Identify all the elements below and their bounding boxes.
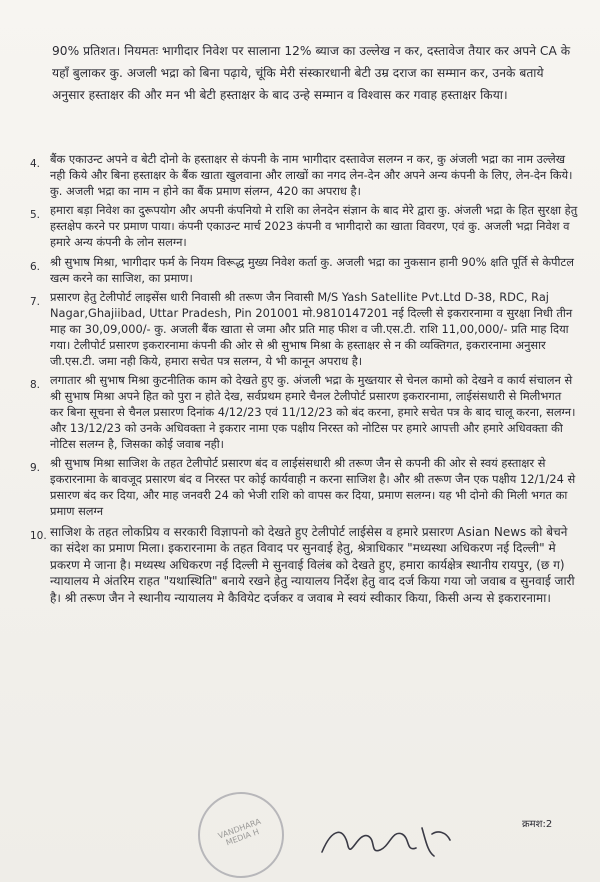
page-footer	[0, 788, 600, 882]
item-number: 9.	[30, 462, 41, 475]
item-text: प्रसारण हेतु टेलीपोर्ट लाइसेंस धारी निवासी श्री तरूण जैन निवासी M/S Yash Satellite Pvt.Ltd D-38, RDC, Raj Nagar,Ghajiibad, Uttar Pradesh, Pin 201001 मो.9810147201 नई दिल्ली से इकरारनामा व सुरक्षा निधी तीन माह का 30,09,000/- कु. अजली बैंक खाता से जमा और प्रति माह फीश व जी.एस.टी. राशि 11,00,000/- प्रति माह दिया गया। टेलीपोर्ट प्रसारण इकरारनामा कंपनी की ओर से श्री सुभाष मिश्रा के हस्ताक्षर से न की व्यक्तिगत, इकरारनामा अनुसार जी.एस.टी. जमा नही किये, हमारा सचेत पत्र सलग्न, ये भी कानून अपराध है।	[50, 290, 573, 368]
item-text: श्री सुभाष मिश्रा, भागीदार फर्म के नियम विरूद्ध मुख्य निवेश कर्ता कु. अजली भद्रा का नुकसान हानी 90% क्षति पूर्ति से केपीटल खत्म करने का साजिश, का प्रमाण।	[50, 254, 574, 285]
numbered-list	[30, 152, 578, 610]
page-continuation-mark: क्रमश:2	[522, 819, 553, 830]
list-item	[30, 456, 578, 519]
intro-paragraph: 90% प्रतिशत। नियमतः भागीदार निवेश पर सालाना 12% ब्याज का उल्लेख न कर, दस्तावेज तैयार कर अपने CA के यहाँ बुलाकर कु. अजली भद्रा को बिना पढ़ाये, चूंकि मेरी संस्कारधानी बेटी उम्र दराज का सम्मान कर, उनके बताये अनुसार हस्ताक्षर की और मन भी बेटी हस्ताक्षर के बाद उन्हे सम्मान व विश्वास कर गवाह हस्ताक्षर किया।	[52, 44, 571, 102]
item-number: 4.	[30, 158, 41, 170]
item-text: साजिश के तहत लोकप्रिय व सरकारी विज्ञापनो को देखते हुए टेलीपोर्ट लाईसेस व हमारे प्रसारण Asian News को बेचने का संदेश का प्रमाण मिला। इकरारनामा के तहत विवाद पर सुनवाई हेतु, श्रेत्राधिकार "मध्यस्था अधिकरण नई दिल्ली" मे प्रकरण मे जाना है। मध्यस्थ अधिकरण नई दिल्ली मे सुनवाई विलंब को देखते हुए, हमारा कार्यक्षेत्र स्थानीय रायपुर, (छ ग) न्यायालय मे अंतरिम राहत "यथास्थिति" बनाये रखने हेतु न्यायालय निर्देश हेतु वाद दर्ज किया गया जो जवाब व सुनवाई जारी है। श्री तरूण जैन ने स्थानीय न्यायालय मे कैवियेट दर्जकर व जवाब मे स्वयं स्वीकार किया, किसी अन्य से इकरारनामा।	[50, 524, 575, 605]
item-number: 5.	[30, 209, 41, 222]
list-item	[30, 152, 578, 199]
list-item	[30, 290, 578, 369]
item-number: 7.	[30, 296, 41, 309]
list-item	[30, 373, 578, 452]
item-text: हमारा बड़ा निवेश का दुरूपयोग और अपनी कंपनियो मे राशि का लेनदेन संज्ञान के बाद मेरे द्वारा कु. अंजली भद्रा के हित सुरक्षा हेतु हस्तक्षेप करने पर प्रमाण पाया। कंपनी एकाउन्ट मार्च 2023 कंपनी व भागीदारो का खाता विवरण, एवं कु. अजली भद्रा निवेश व हमारे अन्य कंपनी के लोन सलग्न।	[50, 203, 578, 249]
list-item	[30, 255, 578, 287]
item-number: 8.	[30, 379, 41, 392]
stamp-text: VANDHARA MEDIA H	[216, 816, 263, 848]
item-text: श्री सुभाष मिश्रा साजिश के तहत टेलीपोर्ट प्रसारण बंद व लाईसंसधारी श्री तरूण जैन से कपनी की ओर से स्वयं हस्ताक्षर से इकरारनामा के बावजूद प्रसारण बंद व निरस्त पर कोई कार्यवाही न करना साजिश है। और श्री तरूण जैन एक पक्षीय 12/1/24 से प्रसारण बंद कर दिया, और माह जनवरी 24 को भेजी राशि को वापस कर दिया, प्रमाण सलग्न। यह भी दोनो की मिली भगत का प्रमाण सलग्न	[50, 456, 576, 518]
signature-icon	[318, 812, 458, 868]
company-stamp	[198, 792, 284, 878]
item-number: 6.	[30, 260, 41, 273]
list-item	[30, 203, 578, 250]
list-item	[30, 524, 578, 607]
item-text: बैंक एकाउन्ट अपने व बेटी दोनो के हस्ताक्षर से कंपनी के नाम भागीदार दस्तावेज सलग्न न कर, कु अंजली भद्रा का नाम उल्लेख नही किये और बिना हस्ताक्षर के बैंक खाता खुलवाना और लाखों का नगद लेन-देन और अपने अन्य कंपनी के लिए, लेन-देन किये। कु. अजली भद्रा का नाम न होने का बैंक प्रमाण संलग्न, 420 का अपराध है।	[50, 152, 573, 198]
item-text: लगातार श्री सुभाष मिश्रा कुटनीतिक काम को देखते हुए कु. अंजली भद्रा के मुख्तयार से चेनल कामो को देखने व कार्य संचालन से श्री सुभाष मिश्रा अपने हित को पुरा न होते देख, सर्वप्रथम हमारे चैनल टेलीपोर्ट प्रसारण इकरारनामा, लाईसंसधारी से मिलीभगत कर बिना सूचना से चैनल प्रसारण दिनांक 4/12/23 एवं 11/12/23 को बंद करना, हमारे सचेत पत्र के बाद चालू करना, सलग्न। और 13/12/23 को उनके अधिवक्ता ने इकरार नामा एक पक्षीय निरस्त को नोटिस पर हमारे आपत्ती और हमारे अधिवक्ता की नोटिस सलग्न है, जिसका कोई जवाब नही।	[50, 373, 576, 451]
item-number: 10.	[30, 529, 47, 542]
